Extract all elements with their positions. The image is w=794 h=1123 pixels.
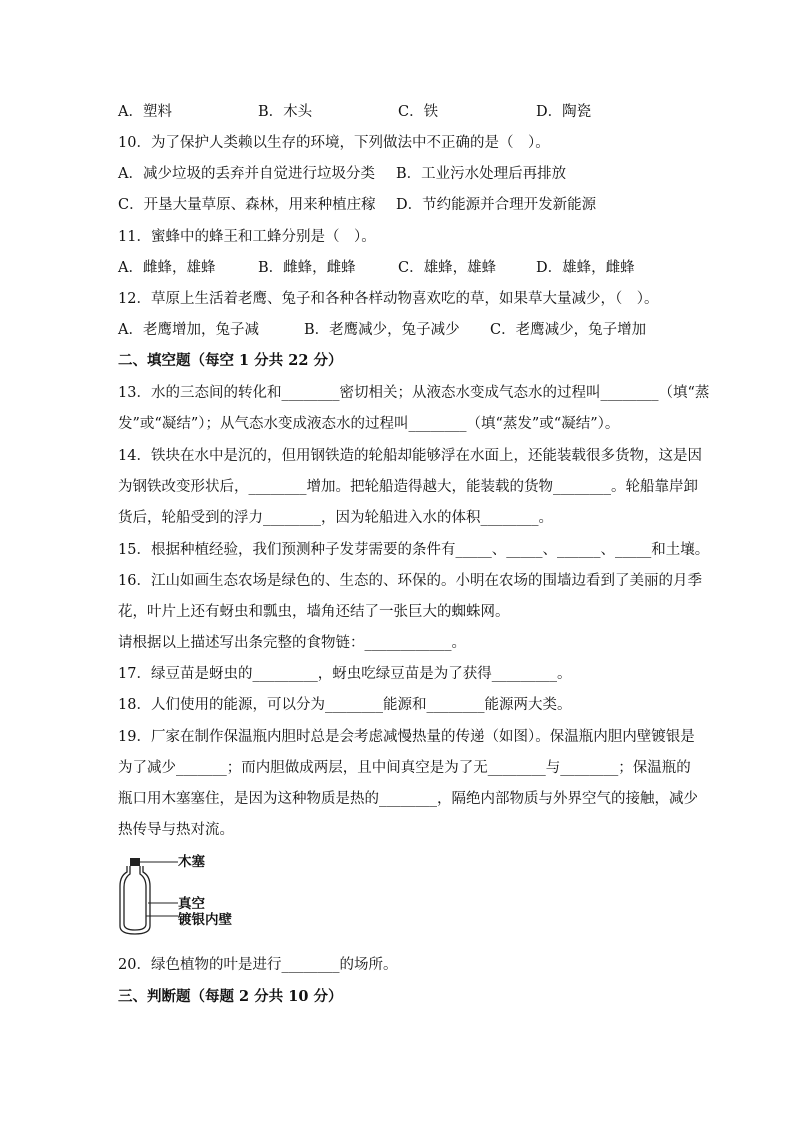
- q10-options-row2: [118, 195, 718, 215]
- q19-line4: 热传导与热对流。: [118, 822, 234, 838]
- cork-label: 木塞: [178, 854, 205, 870]
- q13-line2: 发”或“凝结”）；从气态水变成液态水的过程叫________（填“蒸发”或“凝结”）。: [118, 416, 620, 432]
- q10-option-d: D．节约能源并合理开发新能源: [396, 197, 597, 213]
- q10-option-c: C．开垦大量草原、森林，用来种植庄稼: [118, 197, 376, 213]
- flask-inner-wall: [124, 866, 146, 930]
- q14-line2: 为钢铁改变形状后，________增加。把轮船造得越大，能装载的货物________。轮船靠岸卸: [118, 479, 698, 495]
- thermos-figure: [118, 856, 278, 936]
- q18-text: 18．人们使用的能源，可以分为________能源和________能源两大类。: [118, 697, 572, 713]
- q11-option-b: B．雌蜂，雌蜂: [258, 260, 356, 276]
- q9-option-c: C．铁: [398, 104, 439, 120]
- q20-text: 20．绿色植物的叶是进行________的场所。: [118, 957, 398, 973]
- cork-shape: [130, 858, 140, 866]
- q12-option-b: B．老鹰减少，兔子减少: [304, 322, 460, 338]
- q11-option-a: A．雌蜂，雄蜂: [118, 260, 216, 276]
- vacuum-label: 真空: [178, 896, 205, 912]
- q12-option-a: A．老鹰增加，兔子减: [118, 322, 259, 338]
- q16-line1: 16．江山如画生态农场是绿色的、生态的、环保的。小明在农场的围墙边看到了美丽的月季: [118, 573, 702, 589]
- q10-option-b: B．工业污水处理后再排放: [396, 166, 567, 182]
- q12-stem: 12．草原上生活着老鹰、兔子和各种各样动物喜欢吃的草，如果草大量减少，（ ）。: [118, 291, 659, 307]
- q10-option-a: A．减少垃圾的丢弃并自觉进行垃圾分类: [118, 166, 375, 182]
- q9-option-b: B．木头: [258, 104, 313, 120]
- q11-option-d: D．雄蜂，雌蜂: [536, 260, 635, 276]
- q9-options: [118, 102, 718, 122]
- q19-line1: 19．厂家在制作保温瓶内胆时总是会考虑减慢热量的传递（如图）。保温瓶内胆内壁镀银是: [118, 729, 695, 745]
- q12-options: [118, 320, 718, 340]
- q15-text: 15．根据种植经验，我们预测种子发芽需要的条件有_____、_____、______、_____和土壤。: [118, 542, 710, 558]
- q19-line2: 为了减少_______；而内胆做成两层，且中间真空是为了无________与________；保温瓶的: [118, 760, 691, 776]
- q10-options-row1: [118, 164, 718, 184]
- q14-line3: 货后，轮船受到的浮力________，因为轮船进入水的体积________。: [118, 510, 553, 526]
- section-2-heading: 二、填空题（每空 1 分共 22 分）: [118, 352, 343, 369]
- q11-options: [118, 258, 718, 278]
- q19-line3: 瓶口用木塞塞住，是因为这种物质是热的________，隔绝内部物质与外界空气的接触，减少: [118, 791, 698, 807]
- q17-text: 17．绿豆苗是蚜虫的_________，蚜虫吃绿豆苗是为了获得_________。: [118, 666, 572, 682]
- q14-line1: 14．铁块在水中是沉的，但用钢铁造的轮船却能够浮在水面上，还能装载很多货物，这是因: [118, 448, 702, 464]
- q13-line1: 13．水的三态间的转化和________密切相关；从液态水变成气态水的过程叫________（填“蒸: [118, 385, 710, 401]
- section-3-heading: 三、判断题（每题 2 分共 10 分）: [118, 988, 343, 1005]
- q9-option-d: D．陶瓷: [536, 104, 592, 120]
- silver-wall-label: 镀银内壁: [178, 912, 232, 928]
- q12-option-c: C．老鹰减少，兔子增加: [490, 322, 647, 338]
- q16-line3: 请根据以上描述写出条完整的食物链：____________。: [118, 635, 466, 651]
- q10-stem: 10．为了保护人类赖以生存的环境，下列做法中不正确的是（ ）。: [118, 135, 550, 151]
- q9-option-a: A．塑料: [118, 104, 172, 120]
- q16-line2: 花，叶片上还有蚜虫和瓢虫，墙角还结了一张巨大的蜘蛛网。: [118, 604, 510, 620]
- q11-stem: 11．蜜蜂中的蜂王和工蜂分别是（ ）。: [118, 229, 376, 245]
- q11-option-c: C．雄蜂，雄蜂: [398, 260, 497, 276]
